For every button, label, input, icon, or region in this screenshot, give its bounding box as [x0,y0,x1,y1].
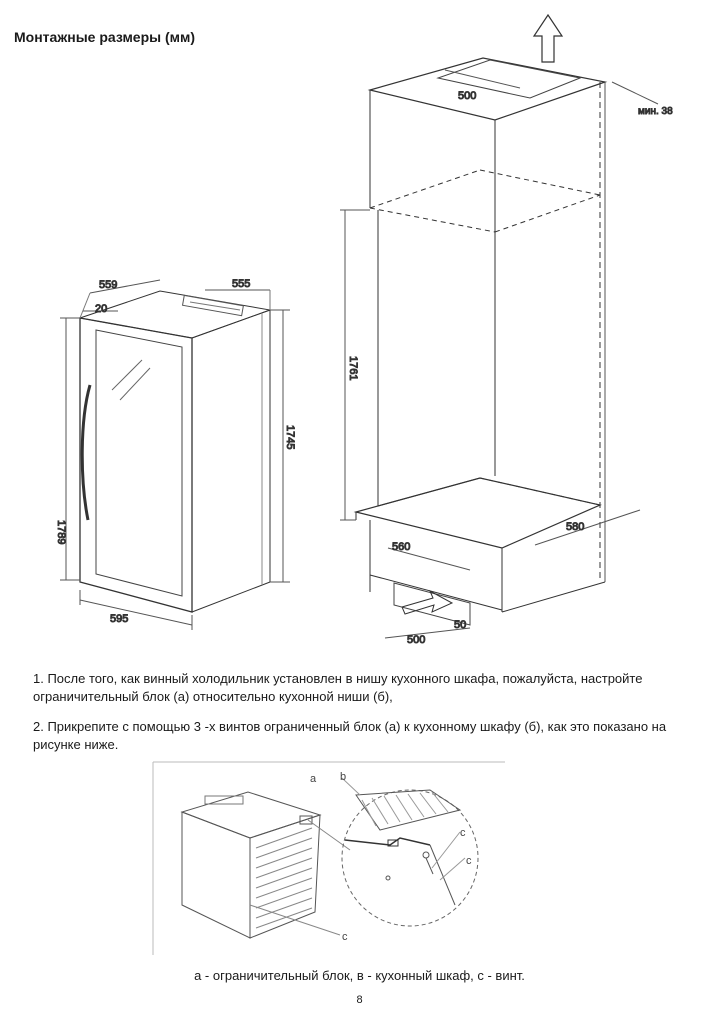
figure-caption: а - ограничительный блок, в - кухонный шкаф, с - винт. [194,968,525,983]
fridge-depth-label: 559 [99,279,118,291]
bottom-vent-height-label: 50 [454,619,467,631]
fridge-side-height-label: 1745 [284,425,296,450]
instruction-step-1: 1. После того, как винный холодильник установлен в нишу кухонного шкафа, пожалуйста, настройте ограничительный блок (а) относительно кухонной ниши (б), [33,671,643,704]
top-gap-label: мин. 38 [638,106,673,117]
bottom-vent-width-label: 500 [407,634,426,646]
top-vent-width-label: 500 [458,90,477,102]
fridge-width-label: 595 [110,613,129,625]
niche-depth-label: 580 [566,521,585,533]
instruction-step-2: 2. Прикрепите с помощью 3 -х винтов ограниченный блок (а) к кухонному шкафу (б), как это показано на рисунке ниже. [33,719,667,752]
label-a: a [310,773,317,785]
page-number: 8 [356,994,363,1006]
page-heading: Монтажные размеры (мм) [14,29,196,45]
label-c-1: c [460,827,466,839]
niche-width-label: 560 [392,541,411,553]
label-c-3: c [342,931,348,943]
label-c-2: c [466,855,472,867]
label-b: b [340,771,347,783]
fridge-door-gap-label: 20 [95,303,108,315]
fridge-side-depth-label: 555 [232,278,251,290]
niche-height-label: 1761 [347,356,359,381]
fridge-front-height-label: 1789 [55,520,67,545]
